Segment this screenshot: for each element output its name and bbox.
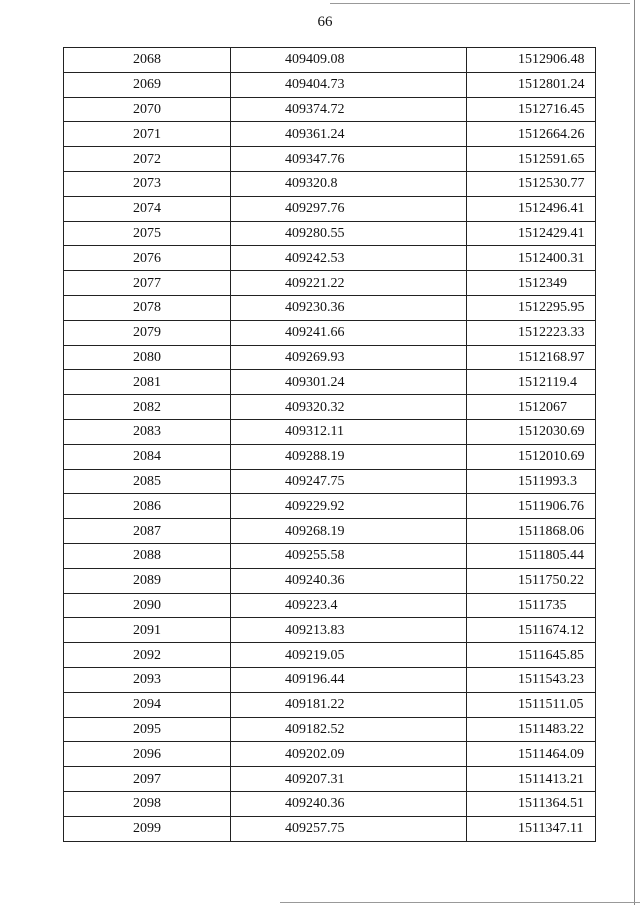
table-row — [64, 221, 596, 246]
table-row — [64, 295, 596, 320]
y-coordinate-cell: 1512010.69 — [467, 444, 596, 469]
x-coordinate-cell: 409312.11 — [231, 419, 467, 444]
y-coordinate-cell: 1512223.33 — [467, 320, 596, 345]
y-coordinate-cell: 1511511.05 — [467, 692, 596, 717]
y-coordinate-cell: 1512530.77 — [467, 171, 596, 196]
x-coordinate-cell: 409181.22 — [231, 692, 467, 717]
y-coordinate-cell: 1512591.65 — [467, 147, 596, 172]
table-row — [64, 370, 596, 395]
point-id-cell: 2071 — [64, 122, 231, 147]
x-coordinate-cell: 409221.22 — [231, 271, 467, 296]
x-coordinate-cell: 409288.19 — [231, 444, 467, 469]
table-row — [64, 147, 596, 172]
x-coordinate-cell: 409320.32 — [231, 395, 467, 420]
table-row — [64, 395, 596, 420]
scan-edge-bottom — [280, 902, 640, 903]
x-coordinate-cell: 409347.76 — [231, 147, 467, 172]
table-row — [64, 791, 596, 816]
point-id-cell: 2078 — [64, 295, 231, 320]
table-row — [64, 320, 596, 345]
x-coordinate-cell: 409301.24 — [231, 370, 467, 395]
y-coordinate-cell: 1512496.41 — [467, 196, 596, 221]
y-coordinate-cell: 1511993.3 — [467, 469, 596, 494]
y-coordinate-cell: 1512664.26 — [467, 122, 596, 147]
point-id-cell: 2089 — [64, 568, 231, 593]
y-coordinate-cell: 1511674.12 — [467, 618, 596, 643]
scan-edge-top — [330, 3, 630, 4]
table-row — [64, 767, 596, 792]
x-coordinate-cell: 409404.73 — [231, 72, 467, 97]
table-row — [64, 48, 596, 73]
point-id-cell: 2079 — [64, 320, 231, 345]
point-id-cell: 2088 — [64, 543, 231, 568]
y-coordinate-cell: 1512067 — [467, 395, 596, 420]
scan-edge-right — [634, 0, 635, 905]
x-coordinate-cell: 409409.08 — [231, 48, 467, 73]
y-coordinate-cell: 1511750.22 — [467, 568, 596, 593]
y-coordinate-cell: 1512429.41 — [467, 221, 596, 246]
x-coordinate-cell: 409240.36 — [231, 791, 467, 816]
point-id-cell: 2095 — [64, 717, 231, 742]
y-coordinate-cell: 1511735 — [467, 593, 596, 618]
table-row — [64, 97, 596, 122]
y-coordinate-cell: 1511413.21 — [467, 767, 596, 792]
table-row — [64, 345, 596, 370]
table-row — [64, 72, 596, 97]
y-coordinate-cell: 1512168.97 — [467, 345, 596, 370]
table-row — [64, 444, 596, 469]
coordinates-table-body — [64, 48, 596, 842]
y-coordinate-cell: 1511645.85 — [467, 643, 596, 668]
y-coordinate-cell: 1512716.45 — [467, 97, 596, 122]
x-coordinate-cell: 409240.36 — [231, 568, 467, 593]
table-row — [64, 667, 596, 692]
x-coordinate-cell: 409230.36 — [231, 295, 467, 320]
y-coordinate-cell: 1512030.69 — [467, 419, 596, 444]
point-id-cell: 2082 — [64, 395, 231, 420]
x-coordinate-cell: 409207.31 — [231, 767, 467, 792]
x-coordinate-cell: 409196.44 — [231, 667, 467, 692]
point-id-cell: 2076 — [64, 246, 231, 271]
point-id-cell: 2072 — [64, 147, 231, 172]
table-row — [64, 742, 596, 767]
x-coordinate-cell: 409280.55 — [231, 221, 467, 246]
y-coordinate-cell: 1511906.76 — [467, 494, 596, 519]
point-id-cell: 2069 — [64, 72, 231, 97]
point-id-cell: 2092 — [64, 643, 231, 668]
table-row — [64, 568, 596, 593]
y-coordinate-cell: 1512400.31 — [467, 246, 596, 271]
point-id-cell: 2086 — [64, 494, 231, 519]
x-coordinate-cell: 409229.92 — [231, 494, 467, 519]
y-coordinate-cell: 1512349 — [467, 271, 596, 296]
point-id-cell: 2077 — [64, 271, 231, 296]
table-row — [64, 494, 596, 519]
point-id-cell: 2093 — [64, 667, 231, 692]
point-id-cell: 2096 — [64, 742, 231, 767]
y-coordinate-cell: 1511805.44 — [467, 543, 596, 568]
table-row — [64, 816, 596, 841]
page-number: 66 — [317, 14, 333, 30]
table-row — [64, 543, 596, 568]
point-id-cell: 2084 — [64, 444, 231, 469]
point-id-cell: 2075 — [64, 221, 231, 246]
x-coordinate-cell: 409242.53 — [231, 246, 467, 271]
point-id-cell: 2087 — [64, 519, 231, 544]
table-row — [64, 419, 596, 444]
x-coordinate-cell: 409219.05 — [231, 643, 467, 668]
table-row — [64, 171, 596, 196]
x-coordinate-cell: 409247.75 — [231, 469, 467, 494]
point-id-cell: 2081 — [64, 370, 231, 395]
point-id-cell: 2083 — [64, 419, 231, 444]
x-coordinate-cell: 409182.52 — [231, 717, 467, 742]
y-coordinate-cell: 1512119.4 — [467, 370, 596, 395]
y-coordinate-cell: 1512801.24 — [467, 72, 596, 97]
point-id-cell: 2097 — [64, 767, 231, 792]
point-id-cell: 2074 — [64, 196, 231, 221]
y-coordinate-cell: 1511464.09 — [467, 742, 596, 767]
table-row — [64, 717, 596, 742]
point-id-cell: 2091 — [64, 618, 231, 643]
y-coordinate-cell: 1511483.22 — [467, 717, 596, 742]
table-row — [64, 519, 596, 544]
x-coordinate-cell: 409320.8 — [231, 171, 467, 196]
point-id-cell: 2094 — [64, 692, 231, 717]
x-coordinate-cell: 409213.83 — [231, 618, 467, 643]
table-row — [64, 196, 596, 221]
y-coordinate-cell: 1511868.06 — [467, 519, 596, 544]
y-coordinate-cell: 1511543.23 — [467, 667, 596, 692]
x-coordinate-cell: 409241.66 — [231, 320, 467, 345]
x-coordinate-cell: 409223.4 — [231, 593, 467, 618]
y-coordinate-cell: 1511347.11 — [467, 816, 596, 841]
coordinates-table — [63, 47, 596, 842]
point-id-cell: 2090 — [64, 593, 231, 618]
x-coordinate-cell: 409268.19 — [231, 519, 467, 544]
table-row — [64, 593, 596, 618]
y-coordinate-cell: 1511364.51 — [467, 791, 596, 816]
x-coordinate-cell: 409257.75 — [231, 816, 467, 841]
x-coordinate-cell: 409297.76 — [231, 196, 467, 221]
point-id-cell: 2099 — [64, 816, 231, 841]
table-row — [64, 618, 596, 643]
point-id-cell: 2080 — [64, 345, 231, 370]
table-row — [64, 469, 596, 494]
x-coordinate-cell: 409202.09 — [231, 742, 467, 767]
point-id-cell: 2085 — [64, 469, 231, 494]
table-row — [64, 692, 596, 717]
point-id-cell: 2070 — [64, 97, 231, 122]
table-row — [64, 643, 596, 668]
y-coordinate-cell: 1512906.48 — [467, 48, 596, 73]
y-coordinate-cell: 1512295.95 — [467, 295, 596, 320]
point-id-cell: 2068 — [64, 48, 231, 73]
table-row — [64, 246, 596, 271]
x-coordinate-cell: 409269.93 — [231, 345, 467, 370]
x-coordinate-cell: 409374.72 — [231, 97, 467, 122]
x-coordinate-cell: 409361.24 — [231, 122, 467, 147]
table-row — [64, 122, 596, 147]
point-id-cell: 2073 — [64, 171, 231, 196]
table-row — [64, 271, 596, 296]
point-id-cell: 2098 — [64, 791, 231, 816]
x-coordinate-cell: 409255.58 — [231, 543, 467, 568]
